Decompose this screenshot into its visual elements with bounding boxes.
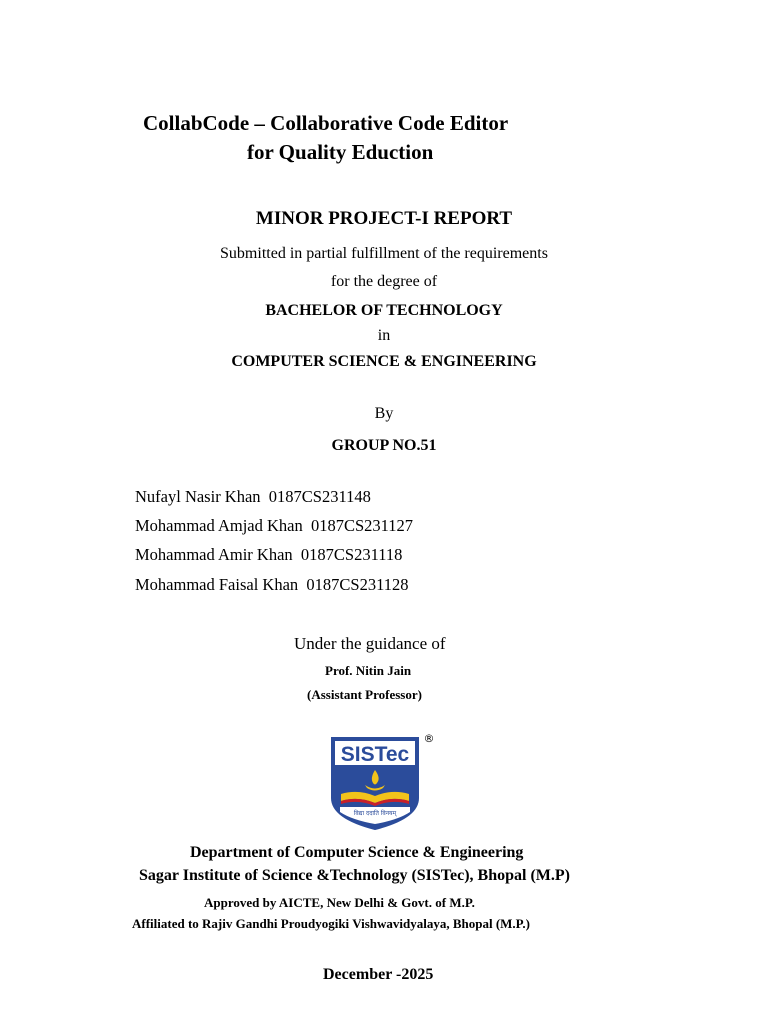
affiliated-to: Affiliated to Rajiv Gandhi Proudyogiki Vishwavidyalaya, Bhopal (M.P.) [132,916,531,931]
degree: BACHELOR OF TECHNOLOGY [265,302,503,319]
guidance-intro: Under the guidance of [294,634,446,653]
title-line-1: CollabCode – Collaborative Code Editor [143,111,509,135]
guide-designation: (Assistant Professor) [307,687,422,702]
member-name: Mohammad Amjad Khan [135,516,303,535]
department: Department of Computer Science & Engineering [190,844,524,861]
registered-icon: ® [423,732,435,745]
group-number: GROUP NO.51 [331,437,437,454]
report-date: December -2025 [323,966,434,983]
logo-motto: विद्या ददाति विनयम् [353,810,397,817]
submission-line-1: Submitted in partial fulfillment of the requirements [220,245,548,262]
member-roll: 0187CS231148 [268,487,371,506]
guide-name: Prof. Nitin Jain [325,663,412,678]
approved-by: Approved by AICTE, New Delhi & Govt. of M.P. [204,895,475,910]
in-word: in [377,327,391,344]
sistec-logo-icon [330,732,438,832]
member-1 [135,487,371,507]
member-2 [135,516,413,536]
institution-name: Sagar Institute of Science &Technology (SISTec), Bhopal (M.P) [139,867,570,884]
member-roll: 0187CS231118 [300,545,403,564]
report-type: MINOR PROJECT-I REPORT [255,208,513,229]
title-line-2: for Quality Eduction [247,140,434,164]
logo-text: SISTec [340,743,410,766]
member-roll: 0187CS231128 [306,575,409,594]
member-3 [135,545,402,565]
sistec-logo [330,732,438,832]
by-word: By [374,405,394,422]
submission-line-2: for the degree of [330,273,438,290]
member-name: Mohammad Faisal Khan [135,575,299,594]
member-name: Nufayl Nasir Khan [135,487,261,506]
member-4 [135,575,408,595]
branch: COMPUTER SCIENCE & ENGINEERING [231,353,537,370]
member-roll: 0187CS231127 [310,516,414,535]
member-name: Mohammad Amir Khan [135,545,293,564]
